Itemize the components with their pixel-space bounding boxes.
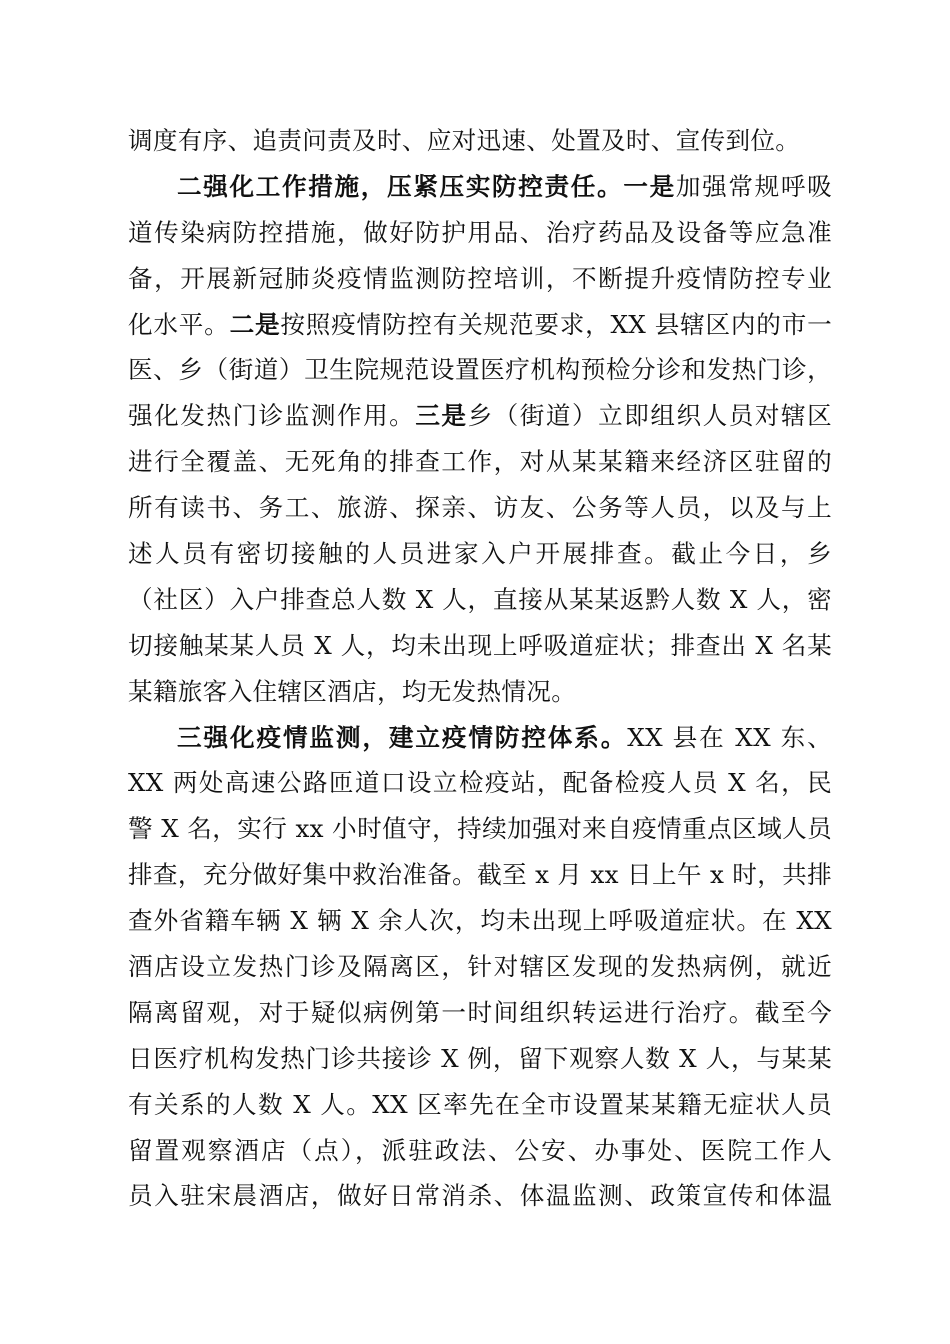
text-span: 化水平。 <box>128 309 230 339</box>
text-line: 日医疗机构发热门诊共接诊 X 例，留下观察人数 X 人，与某某 <box>128 1043 832 1073</box>
text-line: 道传染病防控措施，做好防护用品、治疗药品及设备等应急准 <box>128 217 832 247</box>
text-line: 隔离留观，对于疑似病例第一时间组织转运进行治疗。截至今 <box>128 997 832 1027</box>
text-line: 排查，充分做好集中救治准备。截至 x 月 xx 日上午 x 时，共排 <box>128 860 832 890</box>
bold-lead: 三是 <box>415 401 468 431</box>
text-line: 有关系的人数 X 人。XX 区率先在全市设置某某籍无症状人员 <box>128 1089 832 1119</box>
text-line: 进行全覆盖、无死角的排查工作，对从某某籍来经济区驻留的 <box>128 447 832 477</box>
text-line: 医、乡（街道）卫生院规范设置医疗机构预检分诊和发热门诊， <box>128 355 832 385</box>
text-line: 切接触某某人员 X 人，均未出现上呼吸道症状；排查出 X 名某 <box>128 630 832 660</box>
text-line: （社区）入户排查总人数 X 人，直接从某某返黔人数 X 人，密 <box>128 584 832 614</box>
text-span: 加强常规呼吸 <box>675 171 832 201</box>
text-line <box>128 393 832 439</box>
text-line: 查外省籍车辆 X 辆 X 余人次，均未出现上呼吸道症状。在 XX <box>128 906 832 936</box>
text-span: 强化发热门诊监测作用。 <box>128 401 416 431</box>
text-line <box>128 302 832 348</box>
text-line: 述人员有密切接触的人员进家入户开展排查。截止今日，乡 <box>128 539 832 569</box>
text-line: 某籍旅客入住辖区酒店，均无发热情况。 <box>128 676 577 706</box>
text-line: 备，开展新冠肺炎疫情监测防控培训，不断提升疫情防控专业 <box>128 263 832 293</box>
text-line: 留置观察酒店（点），派驻政法、公安、办事处、医院工作人 <box>128 1135 832 1165</box>
text-line: 警 X 名，实行 xx 小时值守，持续加强对来自疫情重点区域人员 <box>128 814 832 844</box>
section-heading: 二强化工作措施，压紧压实防控责任。 <box>177 171 624 201</box>
text-span: 乡（街道）立即组织人员对辖区 <box>467 401 832 431</box>
text-line: 员入驻宋晨酒店，做好日常消杀、体温监测、政策宣传和体温 <box>128 1181 832 1211</box>
section-heading: 三强化疫情监测，建立疫情防控体系。 <box>177 722 628 752</box>
text-span: XX 县在 XX 东、 <box>627 722 832 752</box>
text-line: XX 两处高速公路匝道口设立检疫站，配备检疫人员 X 名，民 <box>128 768 832 798</box>
document-page <box>128 118 832 1219</box>
text-line: 调度有序、追责问责及时、应对迅速、处置及时、宣传到位。 <box>128 126 801 155</box>
text-line: 酒店设立发热门诊及隔离区，针对辖区发现的发热病例，就近 <box>128 952 832 982</box>
text-span: 按照疫情防控有关规范要求，XX 县辖区内的市一 <box>280 309 832 339</box>
bold-lead: 二是 <box>229 309 281 339</box>
section-heading-line <box>128 164 832 210</box>
bold-lead: 一是 <box>623 171 676 201</box>
text-line: 所有读书、务工、旅游、探亲、访友、公务等人员，以及与上 <box>128 493 832 523</box>
section-heading-line <box>128 715 832 761</box>
